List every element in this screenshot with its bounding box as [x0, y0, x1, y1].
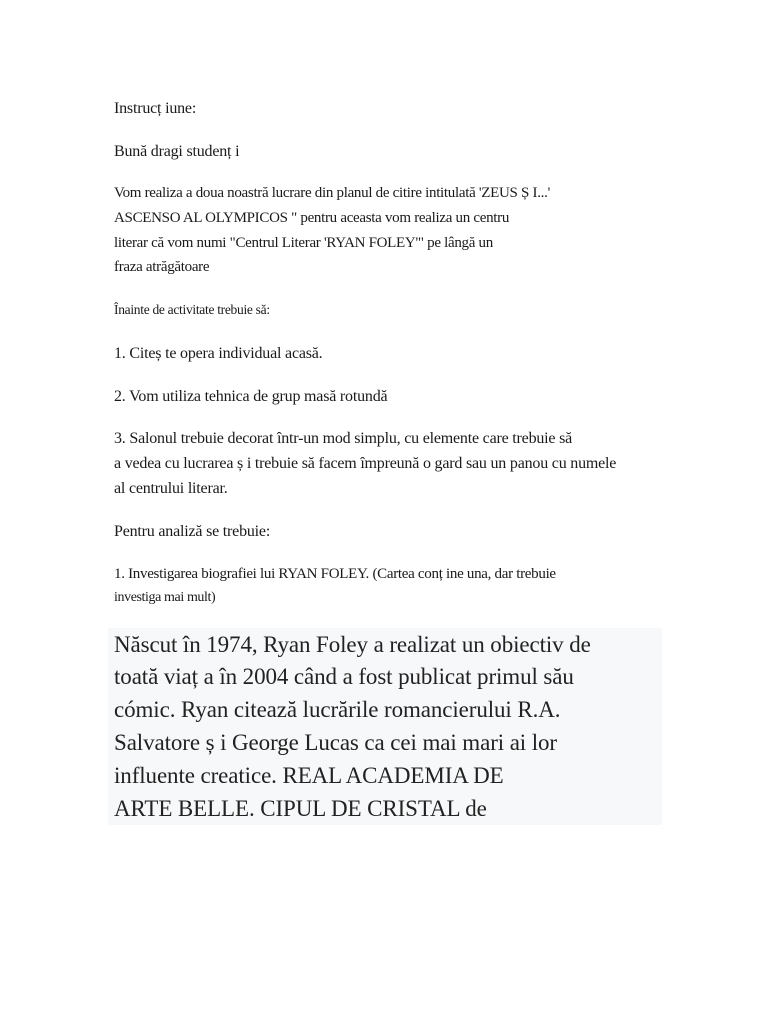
- before-activity-heading: Înainte de activitate trebuie să:: [114, 302, 270, 317]
- quote-line: cómic. Ryan citează lucrările romancierului R.A.: [114, 697, 561, 722]
- quote-line: Născut în 1974, Ryan Foley a realizat un obiectiv de: [114, 632, 591, 657]
- intro-line: ASCENSO AL OLYMPICOS " pentru aceasta vom realiza un centru: [114, 210, 510, 226]
- instructions-heading: Instrucț iune:: [114, 100, 197, 117]
- quote-line: ARTE BELLE. CIPUL DE CRISTAL de: [114, 796, 487, 821]
- analysis-line: 1. Investigarea biografiei lui RYAN FOLEY. (Cartea conț ine una, dar trebuie: [114, 566, 556, 582]
- greeting: Bună dragi studenț i: [114, 143, 240, 160]
- analysis-heading: Pentru analiză se trebuie:: [114, 523, 271, 540]
- step3-line: al centrului literar.: [114, 480, 228, 497]
- step3-line: 3. Salonul trebuie decorat într-un mod simplu, cu elemente care trebuie să: [114, 430, 573, 447]
- quote-line: Salvatore ș i George Lucas ca cei mai mari ai lor: [114, 730, 557, 755]
- intro-line: literar că vom numi "Centrul Literar 'RYAN FOLEY'" pe lângă un: [114, 235, 493, 251]
- step3-line: a vedea cu lucrarea ș i trebuie să facem împreună o gard sau un panou cu numele: [114, 455, 617, 472]
- quote-line: toată viaț a în 2004 când a fost publicat primul său: [114, 664, 574, 689]
- step-item: 1. Citeș te opera individual acasă.: [114, 345, 323, 362]
- intro-line: Vom realiza a doua noastră lucrare din planul de citire intitulată 'ZEUS Ș I...': [114, 185, 550, 201]
- analysis-line: investiga mai mult): [114, 590, 216, 605]
- quote-line: influente creatice. REAL ACADEMIA DE: [114, 763, 504, 788]
- intro-line: fraza atrăgătoare: [114, 259, 210, 275]
- step-item: 2. Vom utiliza tehnica de grup masă rotundă: [114, 388, 388, 405]
